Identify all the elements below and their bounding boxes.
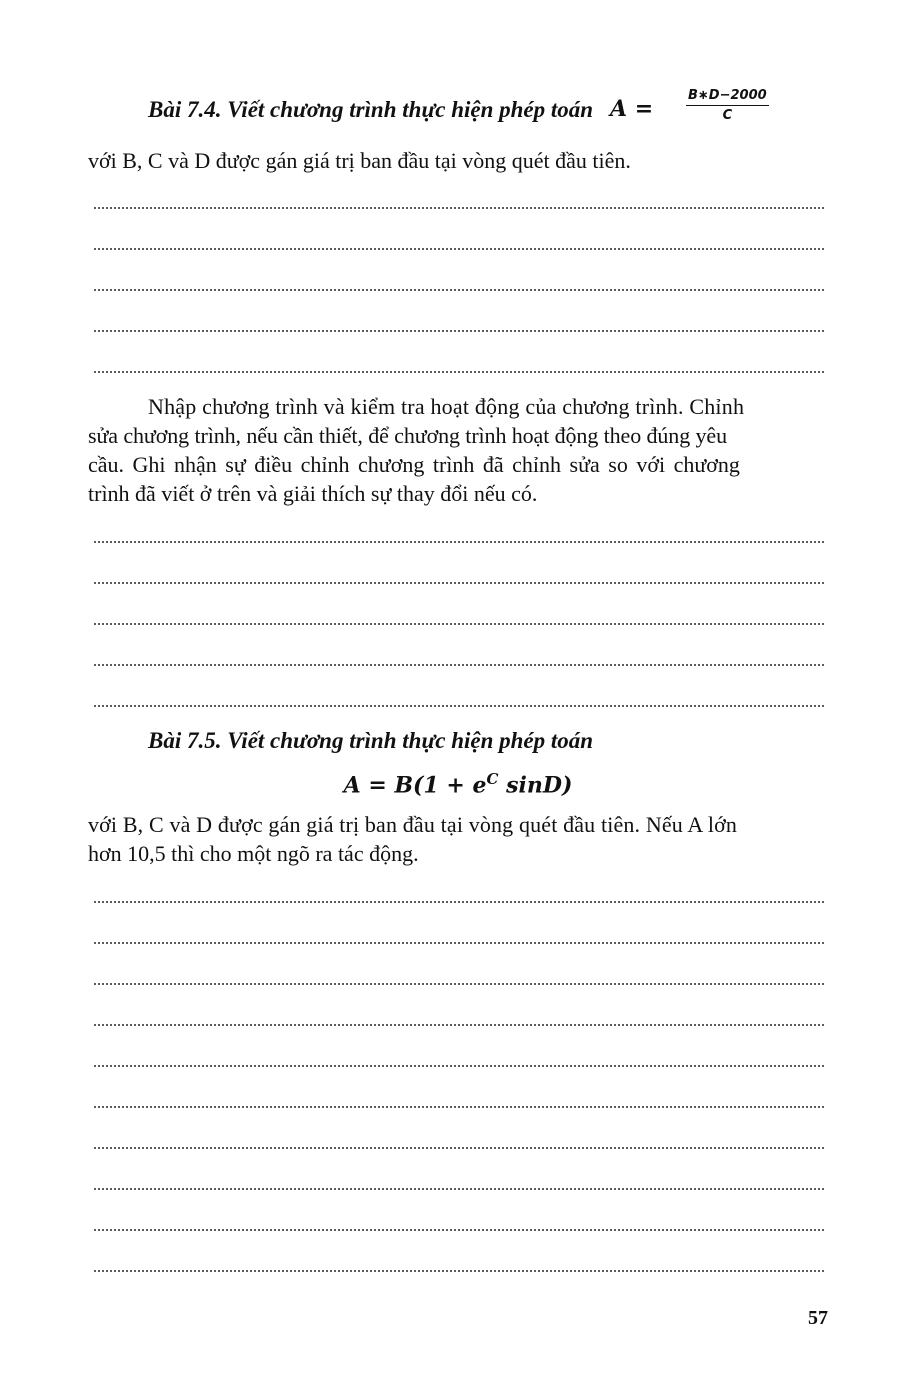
answer-line — [93, 1147, 826, 1149]
exercise-7-5-description-line-1: với B, C và D được gán giá trị ban đầu tại vòng quét đầu tiên. Nếu A lớn — [88, 812, 738, 837]
exercise-7-4-formula-lhs: A = — [610, 96, 654, 122]
formula-part-a: A = B(1 + e — [343, 772, 487, 799]
fraction-bar — [686, 105, 769, 106]
answer-line — [93, 942, 826, 944]
check-paragraph-line-2: sửa chương trình, nếu cần thiết, để chương trình hoạt động theo đúng yêu — [88, 423, 727, 448]
answer-line — [93, 1229, 826, 1231]
exercise-7-4-fraction — [686, 88, 769, 123]
fraction-numerator: B∗D−2000 — [688, 88, 767, 103]
check-paragraph-line-3: cầu. Ghi nhận sự điều chỉnh chương trình đã chỉnh sửa so với chương — [88, 452, 740, 477]
check-paragraph-line-4: trình đã viết ở trên và giải thích sự thay đổi nếu có. — [88, 481, 538, 506]
answer-line — [93, 541, 826, 543]
answer-line — [93, 623, 826, 625]
answer-line — [93, 983, 826, 985]
fraction-denominator: C — [722, 108, 733, 123]
answer-line — [93, 664, 826, 666]
answer-line — [93, 1188, 826, 1190]
exercise-7-5-title: Bài 7.5. Viết chương trình thực hiện phép toán — [148, 728, 594, 753]
exercise-7-4-title: Bài 7.4. Viết chương trình thực hiện phép toán — [148, 97, 594, 122]
answer-line — [93, 207, 826, 209]
answer-line — [93, 1024, 826, 1026]
exercise-7-5-description-line-2: hơn 10,5 thì cho một ngõ ra tác động. — [88, 841, 419, 866]
answer-line — [93, 1270, 826, 1272]
answer-line — [93, 248, 826, 250]
formula-part-b: sinD) — [506, 772, 573, 799]
exercise-7-5-formula — [0, 770, 916, 798]
answer-line — [93, 582, 826, 584]
page-number: 57 — [808, 1307, 828, 1329]
check-paragraph-line-1: Nhập chương trình và kiểm tra hoạt động của chương trình. Chỉnh — [148, 394, 745, 419]
answer-line — [93, 705, 826, 707]
answer-line — [93, 1106, 826, 1108]
answer-line — [93, 330, 826, 332]
answer-line — [93, 289, 826, 291]
answer-line — [93, 901, 826, 903]
answer-line — [93, 1065, 826, 1067]
answer-line — [93, 371, 826, 373]
formula-exponent: C — [486, 770, 499, 788]
exercise-7-4-description: với B, C và D được gán giá trị ban đầu tại vòng quét đầu tiên. — [88, 148, 631, 173]
